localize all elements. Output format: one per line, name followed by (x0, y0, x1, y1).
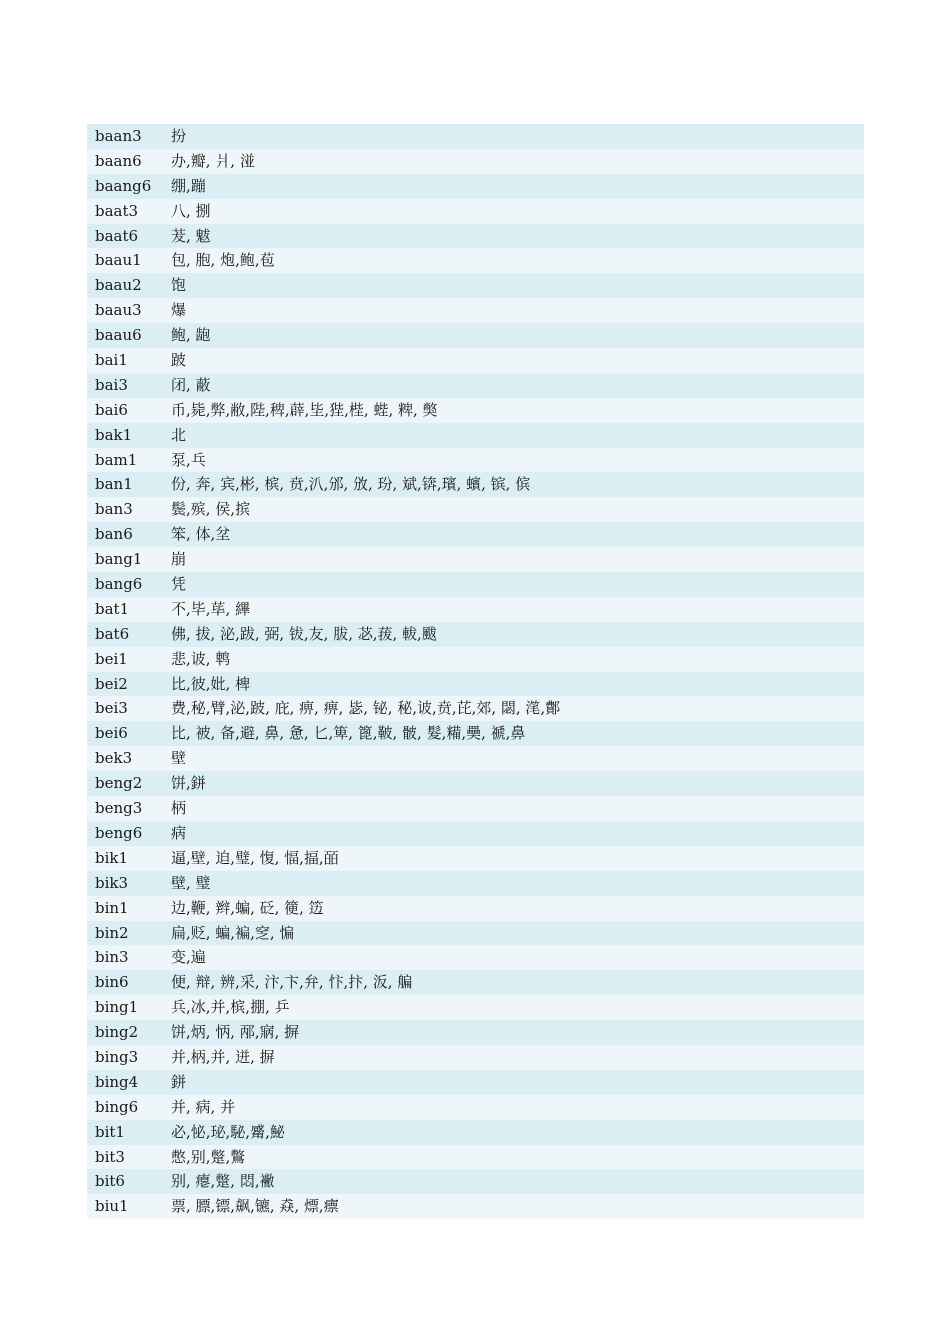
characters-cell: 包, 胞, 炮,鲍,苞 (171, 251, 275, 270)
table-row (87, 921, 864, 946)
table-row (87, 522, 864, 547)
characters-cell: 别, 瘪,蹩, 悶,襒 (171, 1172, 275, 1191)
table-row (87, 995, 864, 1020)
characters-cell: 票, 膘,镖,飙,镳, 猋, 熛,瘭 (171, 1197, 339, 1216)
romanization-cell: bai6 (95, 400, 128, 419)
cantonese-character-table (87, 124, 864, 1219)
table-row (87, 1045, 864, 1070)
characters-cell: 便, 辩, 辨,采, 汴,卞,弁, 忭,抃, 汳, 艑 (171, 973, 413, 992)
table-row (87, 1194, 864, 1219)
characters-cell: 币,毙,弊,敝,陛,稗,薜,坒,狴,梐, 蜌, 粺, 獘 (171, 400, 438, 419)
table-row (87, 124, 864, 149)
table-row (87, 1095, 864, 1120)
table-row (87, 647, 864, 672)
romanization-cell: beng2 (95, 774, 143, 793)
romanization-cell: baau6 (95, 326, 142, 345)
romanization-cell: bat6 (95, 624, 130, 643)
romanization-cell: bing2 (95, 1023, 139, 1042)
romanization-cell: bin1 (95, 898, 129, 917)
characters-cell: 必,怭,珌,駜,觱,鮅 (171, 1122, 285, 1141)
table-row (87, 821, 864, 846)
characters-cell: 扮 (171, 127, 187, 145)
table-row (87, 1120, 864, 1145)
characters-cell: 并,柄,并, 迸, 摒 (171, 1047, 275, 1066)
characters-cell: 壁, 璧 (171, 873, 211, 892)
table-row (87, 248, 864, 273)
characters-cell: 饱 (171, 276, 187, 295)
romanization-cell: ban6 (95, 525, 133, 544)
table-row (87, 224, 864, 249)
table-row (87, 423, 864, 448)
characters-cell: 比,彼,妣, 椑 (171, 674, 251, 693)
characters-cell: 北 (171, 425, 187, 444)
romanization-cell: bei2 (95, 674, 128, 693)
table-row (87, 472, 864, 497)
table-row (87, 970, 864, 995)
table-row (87, 622, 864, 647)
table-row (87, 871, 864, 896)
table-row (87, 348, 864, 373)
table-row (87, 298, 864, 323)
table-row (87, 672, 864, 697)
characters-cell: 茇, 魃 (171, 226, 211, 245)
romanization-cell: bit6 (95, 1172, 125, 1191)
table-row (87, 199, 864, 224)
romanization-cell: bat1 (95, 599, 130, 618)
characters-cell: 扁,贬, 蝙,褊,窆, 惼 (171, 923, 295, 942)
romanization-cell: bak1 (95, 425, 133, 444)
characters-cell: 爆 (171, 301, 187, 320)
table-row (87, 497, 864, 522)
characters-cell: 壁 (171, 749, 187, 768)
table-row (87, 721, 864, 746)
characters-cell: 鬓,殡, 侯,摈 (171, 500, 251, 519)
characters-cell: 兵,冰,并,槟,掤, 乒 (171, 998, 290, 1017)
romanization-cell: bai1 (95, 351, 128, 370)
characters-cell: 费,秘,臂,泌,跛, 庇, 痹, 痹, 毖, 铋, 秘,诐,贲,芘,郊, 閟, 滗,鄪 (171, 699, 561, 718)
romanization-cell: baau3 (95, 301, 142, 320)
romanization-cell: bik3 (95, 873, 129, 892)
characters-cell: 办,瓣, 爿, 湴 (171, 151, 255, 170)
table-row (87, 746, 864, 771)
romanization-cell: biu1 (95, 1197, 129, 1216)
table-row (87, 448, 864, 473)
characters-cell: 份, 奔, 宾,彬, 槟, 贲,汃,邠, 攽, 玢, 斌,锛,璸, 蠙, 镔, 傧 (171, 475, 531, 494)
romanization-cell: bang1 (95, 550, 143, 569)
romanization-cell: bei3 (95, 699, 128, 718)
characters-cell: 跛 (171, 351, 187, 370)
romanization-cell: baat6 (95, 226, 139, 245)
romanization-cell: bai3 (95, 375, 128, 394)
characters-cell: 病 (171, 823, 187, 842)
romanization-cell: baat3 (95, 201, 139, 220)
romanization-cell: baan3 (95, 127, 142, 145)
characters-cell: 鲍, 龅 (171, 326, 211, 345)
characters-cell: 佛, 拔, 泌,跋, 弼, 钹,友, 胈, 苾,菝, 軷,颰 (171, 624, 437, 643)
characters-cell: 变,遍 (171, 948, 206, 967)
characters-cell: 饼,炳, 怲, 邴,寎, 摒 (171, 1023, 300, 1042)
characters-cell: 憋,别,蹩,鷩 (171, 1147, 246, 1166)
romanization-cell: bit1 (95, 1122, 125, 1141)
characters-cell: 笨, 体,坌 (171, 525, 231, 544)
romanization-cell: ban1 (95, 475, 133, 494)
romanization-cell: bei6 (95, 724, 128, 743)
romanization-cell: bei1 (95, 649, 128, 668)
characters-cell: 柄 (171, 799, 187, 818)
characters-cell: 鉼 (171, 1072, 187, 1091)
table-row (87, 174, 864, 199)
table-row (87, 398, 864, 423)
characters-cell: 不,毕,荜, 縪 (171, 599, 251, 618)
table-row (87, 373, 864, 398)
romanization-cell: bin3 (95, 948, 129, 967)
romanization-cell: bing3 (95, 1047, 139, 1066)
table-row (87, 1145, 864, 1170)
table-row (87, 796, 864, 821)
table-row (87, 896, 864, 921)
table-row (87, 547, 864, 572)
romanization-cell: baau2 (95, 276, 142, 295)
romanization-cell: bit3 (95, 1147, 125, 1166)
table-row (87, 771, 864, 796)
table-row (87, 572, 864, 597)
romanization-cell: beng3 (95, 799, 143, 818)
characters-cell: 并, 病, 并 (171, 1097, 236, 1116)
table-row (87, 846, 864, 871)
table-row (87, 1020, 864, 1045)
table-row (87, 1169, 864, 1194)
romanization-cell: baang6 (95, 176, 152, 195)
table-row (87, 696, 864, 721)
characters-cell: 边,鞭, 辫,蝙, 砭, 箯, 笾 (171, 898, 324, 917)
characters-cell: 逼,壁, 迫,璧, 愎, 愊,揊,皕 (171, 848, 339, 867)
romanization-cell: bin2 (95, 923, 129, 942)
table-row (87, 1070, 864, 1095)
table-row (87, 323, 864, 348)
romanization-cell: bam1 (95, 450, 138, 469)
romanization-cell: baau1 (95, 251, 142, 270)
characters-cell: 比, 被, 备,避, 鼻, 惫, 匕,箄, 篦,鞁, 骳, 髮,糒,奰, 禠,鼻 (171, 724, 526, 743)
romanization-cell: baan6 (95, 151, 142, 170)
table-row (87, 945, 864, 970)
romanization-cell: beng6 (95, 823, 143, 842)
romanization-cell: bing6 (95, 1097, 139, 1116)
table-row (87, 597, 864, 622)
characters-cell: 八, 捌 (171, 201, 211, 220)
characters-cell: 悲,诐, 鹎 (171, 649, 231, 668)
romanization-cell: bang6 (95, 575, 143, 594)
characters-cell: 闭, 蔽 (171, 375, 211, 394)
romanization-cell: bik1 (95, 848, 129, 867)
table-row (87, 149, 864, 174)
romanization-cell: ban3 (95, 500, 133, 519)
romanization-cell: bin6 (95, 973, 129, 992)
characters-cell: 泵,乓 (171, 450, 206, 469)
romanization-cell: bek3 (95, 749, 133, 768)
romanization-cell: bing4 (95, 1072, 139, 1091)
characters-cell: 崩 (171, 550, 187, 569)
characters-cell: 绷,蹦 (171, 176, 206, 195)
table-row (87, 273, 864, 298)
romanization-cell: bing1 (95, 998, 139, 1017)
characters-cell: 凭 (171, 575, 187, 594)
characters-cell: 饼,鉼 (171, 774, 206, 793)
